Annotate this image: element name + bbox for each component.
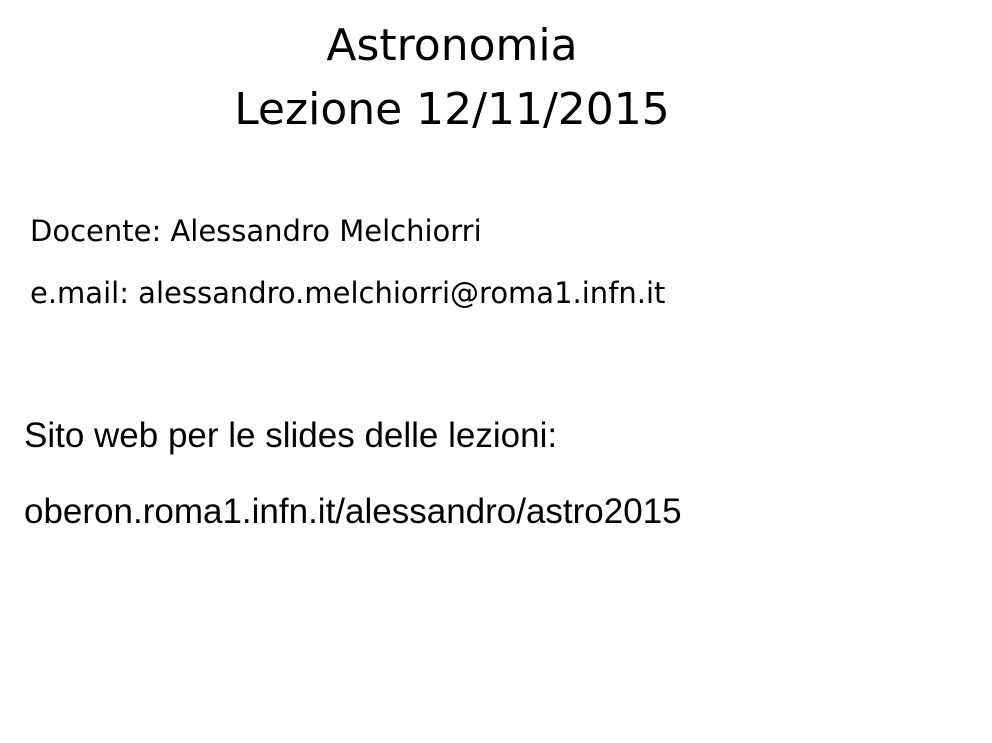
- website-label: Sito web per le slides delle lezioni:: [24, 416, 558, 455]
- lecturer-info: [30, 215, 665, 339]
- lecturer-email: e.mail: alessandro.melchiorri@roma1.infn.it: [30, 276, 666, 310]
- website-url: oberon.roma1.infn.it/alessandro/astro2015: [24, 492, 682, 531]
- title-line-lecture-date: Lezione 12/11/2015: [234, 84, 670, 135]
- website-info: [24, 416, 682, 568]
- slide-title: [0, 14, 904, 142]
- lecturer-name: Docente: Alessandro Melchiorri: [30, 214, 482, 248]
- title-line-course: Astronomia: [326, 20, 578, 71]
